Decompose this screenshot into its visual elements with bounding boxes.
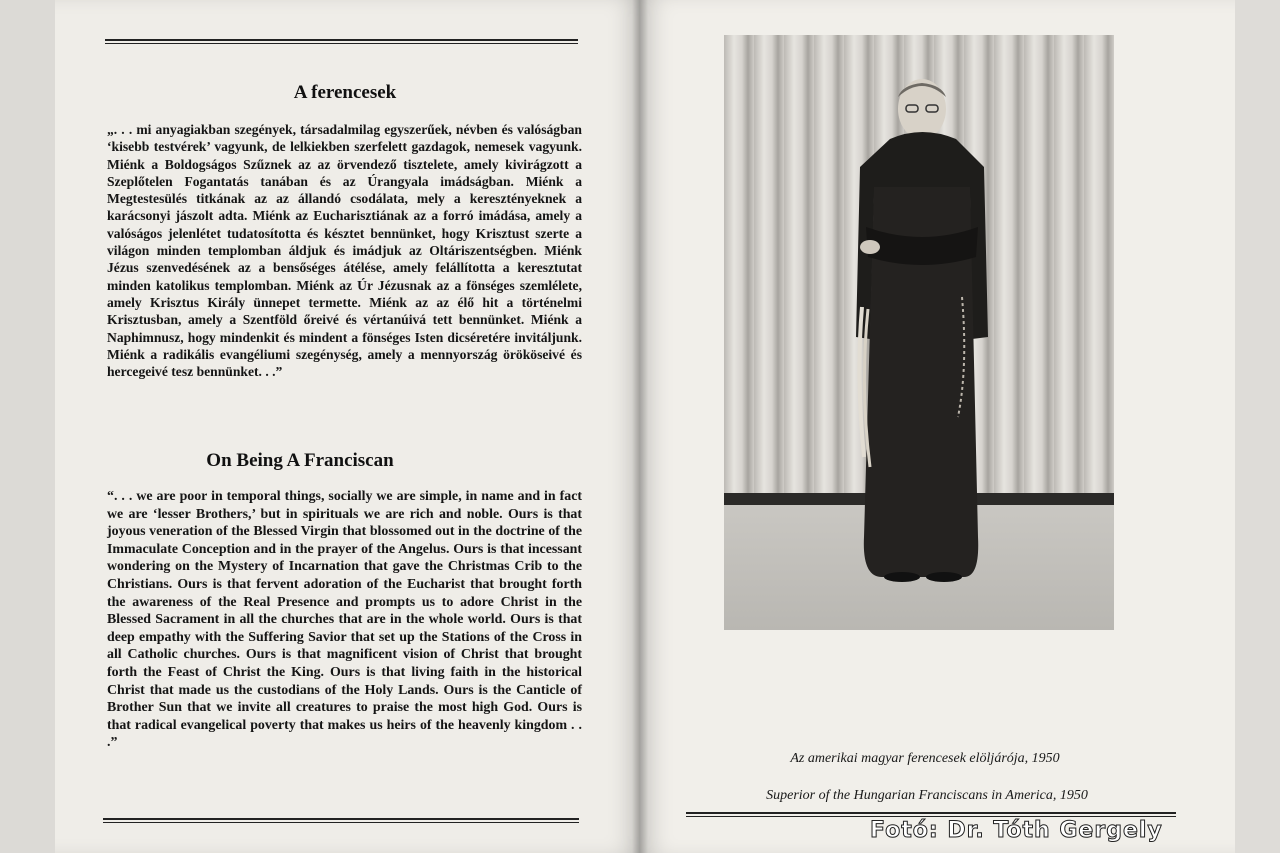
- caption-english: Superior of the Hungarian Franciscans in America, 1950: [766, 788, 1088, 803]
- english-paragraph: “. . . we are poor in temporal things, socially we are simple, in name and in fact we are ‘lesser Brothers,’ but in spirituals we are rich and noble. Ours is that joyous veneration of the Blessed Virgin that blossomed out in the doctrine of the Immaculate Conception and in the prayer of the Angelus. Ours is that incessant wondering on the Mystery of Incarnation that gave the Christmas Crib to the Christians. Ours is that fervent adoration of the Eucharist that brought forth the awareness of the Real Presence and prompts us to adore Christ in the Blessed Sacrament in all the churches that are in the whole world. Ours is that deep empathy with the Suffering Savior that set up the Stations of the Cross in all Catholic churches. Ours is that magnificent vision of Christ that brought forth the Feast of Christ the King. Ours is that living faith in the historical Christ that made us the custodians of the Holy Lands. Ours is the Canticle of Brother Sun that we invite all creatures to praise the most high God. Ours is that radical evangelical poverty that makes us heirs of the heavenly kingdom . . .”: [107, 489, 582, 751]
- franciscan-friar-figure: [852, 77, 992, 582]
- background-right: [1235, 0, 1280, 853]
- portrait-photo: [724, 35, 1114, 630]
- bottom-rule-right: [686, 812, 1176, 817]
- bottom-rule-left: [103, 818, 579, 823]
- hungarian-paragraph: „. . . mi anyagiakban szegények, társadalmilag egyszerűek, névben és valóságban ‘kisebb testvérek’ vagyunk, de lelkiekben szerfelett gazdagok, nemesek vagyunk. Miénk a Boldogságos Szűznek az az örvendező tisztelete, amely kivirágzott a Szeplőtelen Fogantatás tanában és az Úrangyala imádságban. Miénk a Megtestesülés titkának az az állandó csodálata, mely a keresztényeknek a karácsonyi jászolt adta. Miénk az Eucharisztiának az a forró imádása, amely a valóságos jelenlétet tudatosította és késztet bennünket, hogy Krisztust szerte a világon minden templomban áldjuk és imádjuk az Oltáriszentségben. Miénk Jézus szenvedésének az a bensőséges átélése, amely felállította a keresztutat minden katolikus templomban. Miénk az Úr Jézusnak az a fönséges szemlélete, amely Krisztus Király ünnepet termette. Miénk az az élő hit a történelmi Krisztusban, amely a Szentföld őreivé és vértanúivá tett bennünket. Miénk a Naphimnusz, hogy mindenkit és mindent a fönséges Isten dicséretére invitáljunk. Miénk a radikális evangéliumi szegénység, amely a mennyország örököseivé és hercegeivé tesz bennünket. . .”: [107, 122, 582, 380]
- photo-credit-watermark: Fotó: Dr. Tóth Gergely: [870, 818, 1163, 843]
- english-title: On Being A Franciscan: [206, 450, 394, 471]
- caption-hungarian: Az amerikai magyar ferencesek elöljárója, 1950: [790, 751, 1060, 766]
- book-gutter: [632, 0, 648, 853]
- background-left: [0, 0, 55, 853]
- hungarian-title: A ferencesek: [293, 82, 397, 103]
- top-rule-left: [105, 39, 578, 44]
